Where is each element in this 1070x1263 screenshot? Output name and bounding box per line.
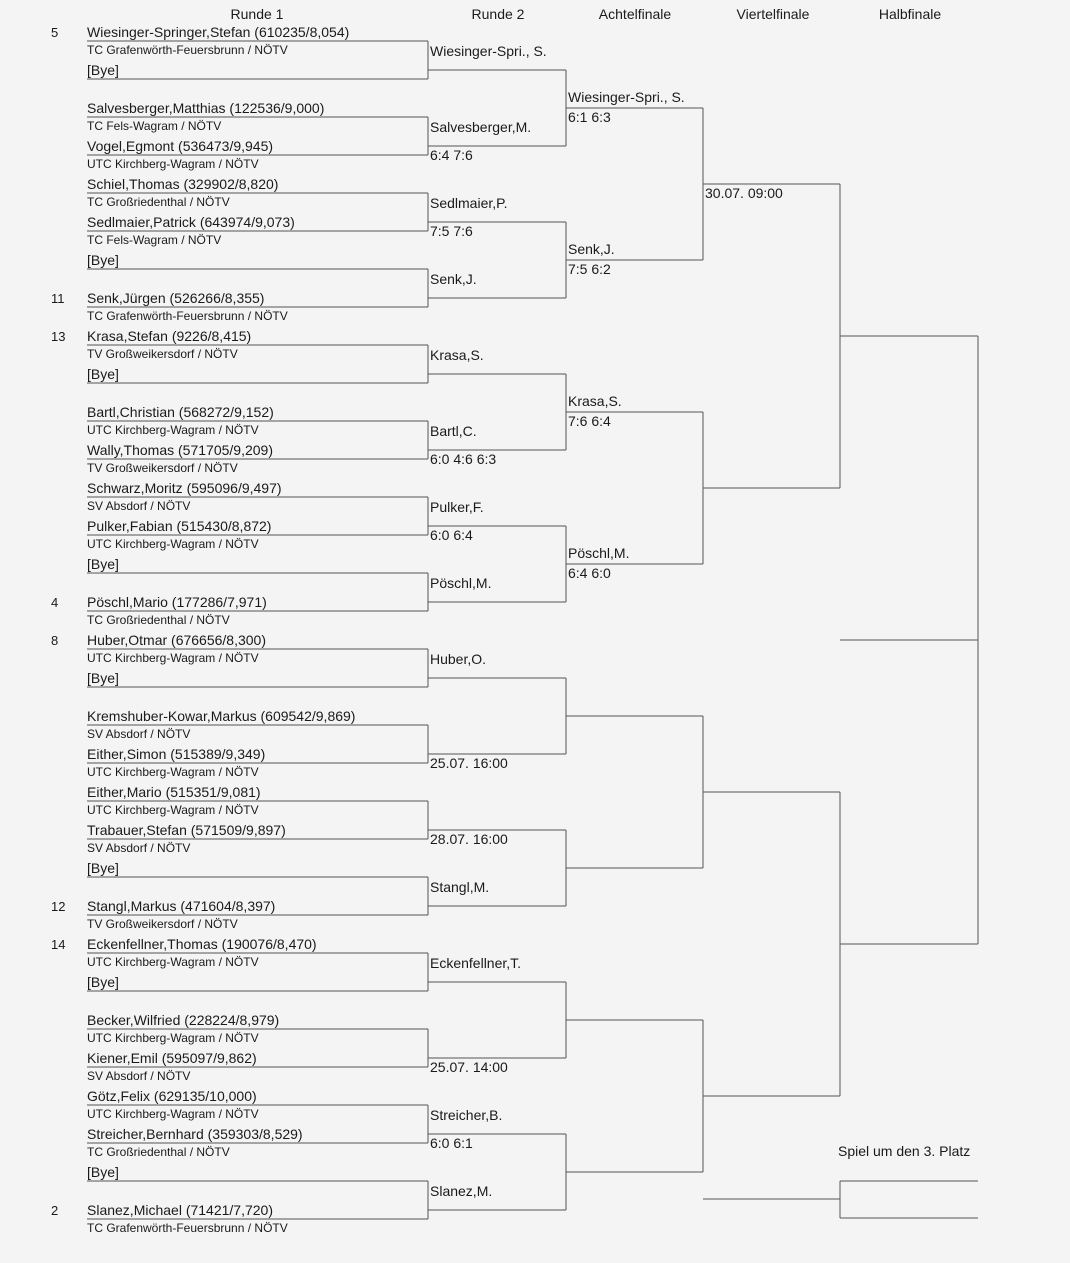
player-name: Wally,Thomas (571705/9,209) [87,442,273,458]
player-name: Salvesberger,Matthias (122536/9,000) [87,100,325,116]
winner-name: Salvesberger,M. [430,119,532,135]
player-name: Trabauer,Stefan (571509/9,897) [87,822,286,838]
round-header: Achtelfinale [598,6,672,22]
match-score: 6:0 4:6 6:3 [430,451,497,467]
round-header: Runde 1 [230,6,284,22]
player-name: Sedlmaier,Patrick (643974/9,073) [87,214,295,230]
player-name: Senk,Jürgen (526266/8,355) [87,290,265,306]
winner-name: Wiesinger-Spri., S. [430,43,547,59]
player-club: TC Großriedenthal / NÖTV [87,613,230,627]
player-name: [Bye] [87,974,119,990]
player-club: TV Großweikersdorf / NÖTV [87,461,238,475]
player-name: [Bye] [87,670,119,686]
player-name: Pöschl,Mario (177286/7,971) [87,594,267,610]
player-club: TC Grafenwörth-Feuersbrunn / NÖTV [87,1221,288,1235]
winner-name: Krasa,S. [430,347,484,363]
player-name: Slanez,Michael (71421/7,720) [87,1202,274,1218]
player-name: Huber,Otmar (676656/8,300) [87,632,266,648]
player-name: Kremshuber-Kowar,Markus (609542/9,869) [87,708,356,724]
winner-name: Pöschl,M. [430,575,492,591]
winner-name: Pöschl,M. [568,545,630,561]
player-name: [Bye] [87,252,119,268]
player-seed: 8 [51,633,59,648]
player-name: Eckenfellner,Thomas (190076/8,470) [87,936,317,952]
player-club: UTC Kirchberg-Wagram / NÖTV [87,157,259,171]
player-name: Becker,Wilfried (228224/8,979) [87,1012,280,1028]
player-name: Schiel,Thomas (329902/8,820) [87,176,279,192]
player-name: [Bye] [87,366,119,382]
player-club: TC Fels-Wagram / NÖTV [87,119,222,133]
match-score: 6:4 7:6 [430,147,473,163]
winner-name: Huber,O. [430,651,487,667]
winner-name: Bartl,C. [430,423,477,439]
match-score: 6:0 6:4 [430,527,473,543]
player-club: UTC Kirchberg-Wagram / NÖTV [87,803,259,817]
player-club: UTC Kirchberg-Wagram / NÖTV [87,1031,259,1045]
winner-name: Streicher,B. [430,1107,503,1123]
third-place-label: Spiel um den 3. Platz [838,1143,971,1159]
winner-name: Eckenfellner,T. [430,955,522,971]
player-club: SV Absdorf / NÖTV [87,727,191,741]
player-name: Götz,Felix (629135/10,000) [87,1088,257,1104]
player-club: UTC Kirchberg-Wagram / NÖTV [87,955,259,969]
winner-name: Senk,J. [568,241,615,257]
winner-name: Stangl,M. [430,879,490,895]
player-club: SV Absdorf / NÖTV [87,841,191,855]
player-club: TC Fels-Wagram / NÖTV [87,233,222,247]
player-club: SV Absdorf / NÖTV [87,499,191,513]
match-score: 6:0 6:1 [430,1135,473,1151]
player-seed: 2 [51,1203,59,1218]
player-club: SV Absdorf / NÖTV [87,1069,191,1083]
match-score: 7:5 6:2 [568,261,611,277]
player-club: TC Großriedenthal / NÖTV [87,195,230,209]
player-name: Stangl,Markus (471604/8,397) [87,898,276,914]
player-name: [Bye] [87,860,119,876]
match-score: 7:6 6:4 [568,413,611,429]
player-club: UTC Kirchberg-Wagram / NÖTV [87,423,259,437]
player-seed: 14 [51,937,66,952]
player-seed: 12 [51,899,66,914]
match-score: 25.07. 14:00 [430,1059,508,1075]
player-name: [Bye] [87,1164,119,1180]
winner-name: Sedlmaier,P. [430,195,508,211]
player-club: UTC Kirchberg-Wagram / NÖTV [87,537,259,551]
player-club: UTC Kirchberg-Wagram / NÖTV [87,651,259,665]
player-club: UTC Kirchberg-Wagram / NÖTV [87,765,259,779]
player-name: Wiesinger-Springer,Stefan (610235/8,054) [87,24,350,40]
player-club: TV Großweikersdorf / NÖTV [87,347,238,361]
player-name: Kiener,Emil (595097/9,862) [87,1050,257,1066]
winner-name: Senk,J. [430,271,477,287]
player-club: TV Großweikersdorf / NÖTV [87,917,238,931]
match-score: 28.07. 16:00 [430,831,508,847]
match-score: 6:4 6:0 [568,565,611,581]
player-name: [Bye] [87,556,119,572]
round-header: Runde 2 [471,6,525,22]
player-seed: 5 [51,25,59,40]
match-score: 7:5 7:6 [430,223,473,239]
winner-name: Wiesinger-Spri., S. [568,89,685,105]
player-name: [Bye] [87,62,119,78]
match-score: 25.07. 16:00 [430,755,508,771]
winner-name: Pulker,F. [430,499,484,515]
round-header: Viertelfinale [736,6,810,22]
player-club: TC Grafenwörth-Feuersbrunn / NÖTV [87,43,288,57]
player-club: UTC Kirchberg-Wagram / NÖTV [87,1107,259,1121]
player-seed: 4 [51,595,59,610]
player-name: Streicher,Bernhard (359303/8,529) [87,1126,303,1142]
player-name: Bartl,Christian (568272/9,152) [87,404,274,420]
match-score: 6:1 6:3 [568,109,611,125]
player-name: Vogel,Egmont (536473/9,945) [87,138,274,154]
winner-name: Slanez,M. [430,1183,493,1199]
round-header: Halbfinale [878,6,942,22]
player-club: TC Grafenwörth-Feuersbrunn / NÖTV [87,309,288,323]
player-seed: 13 [51,329,66,344]
player-name: Either,Mario (515351/9,081) [87,784,261,800]
player-name: Schwarz,Moritz (595096/9,497) [87,480,282,496]
match-score: 30.07. 09:00 [705,185,783,201]
player-club: TC Großriedenthal / NÖTV [87,1145,230,1159]
player-name: Krasa,Stefan (9226/8,415) [87,328,252,344]
player-seed: 11 [51,291,65,306]
winner-name: Krasa,S. [568,393,622,409]
player-name: Pulker,Fabian (515430/8,872) [87,518,272,534]
player-name: Either,Simon (515389/9,349) [87,746,266,762]
